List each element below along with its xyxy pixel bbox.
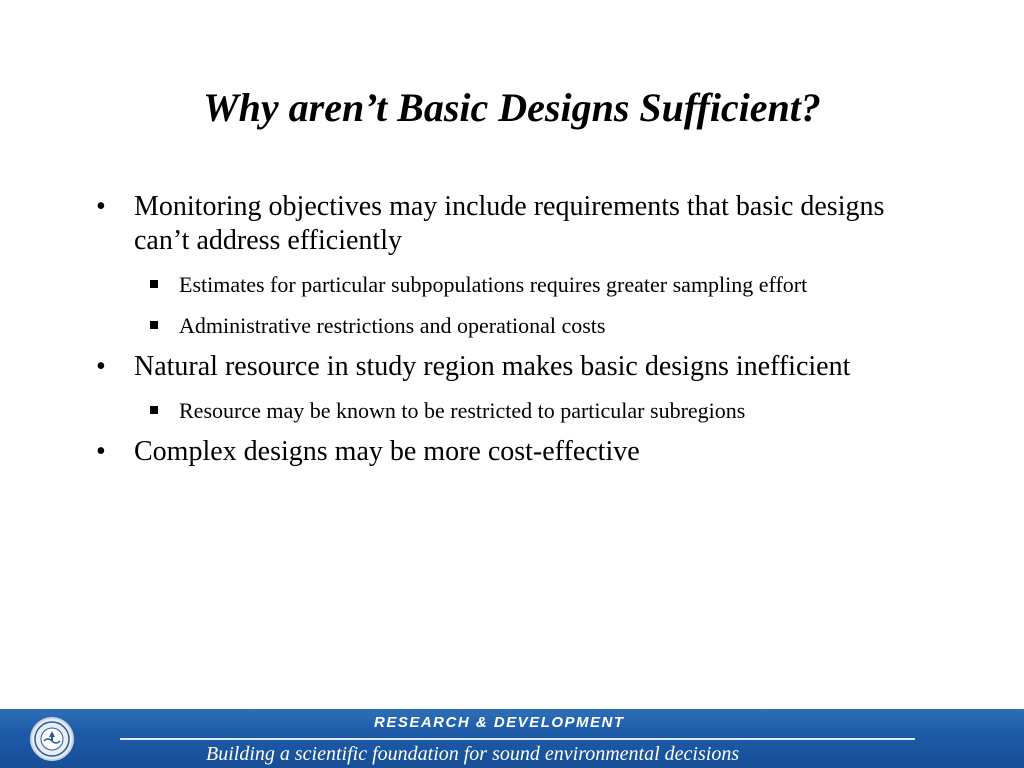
footer-tagline: Building a scientific foundation for sound environmental decisions xyxy=(206,743,740,765)
bullet-item xyxy=(96,190,936,258)
sub-bullet-item xyxy=(134,394,936,427)
bullet-glyph: • xyxy=(96,351,106,382)
sub-bullet-text: Administrative restrictions and operational costs xyxy=(179,313,606,338)
bullet-glyph: • xyxy=(96,191,106,222)
bullet-text: Natural resource in study region makes basic designs inefficient xyxy=(134,351,851,382)
bullet-group-2 xyxy=(96,350,936,427)
bullet-item xyxy=(96,435,936,469)
square-bullet-icon xyxy=(150,321,158,329)
square-bullet-icon xyxy=(150,406,158,414)
footer-divider xyxy=(120,738,915,740)
sub-bullet-item xyxy=(134,309,936,342)
sub-bullet-text: Estimates for particular subpopulations requires greater sampling effort xyxy=(179,272,808,297)
bullet-group-1 xyxy=(96,190,936,342)
slide-title: Why aren’t Basic Designs Sufficient? xyxy=(203,85,821,130)
bullet-text: Monitoring objectives may include requirements that basic designs can’t address efficiently xyxy=(134,191,885,256)
footer-banner xyxy=(0,709,1024,768)
bullet-text: Complex designs may be more cost-effective xyxy=(134,436,640,467)
bullet-group-3 xyxy=(96,435,936,469)
bullet-item xyxy=(96,350,936,384)
slide-body xyxy=(96,190,936,479)
square-bullet-icon xyxy=(150,280,158,288)
footer-heading: RESEARCH & DEVELOPMENT xyxy=(374,714,625,731)
epa-seal-icon xyxy=(30,717,74,761)
sub-bullet-text: Resource may be known to be restricted to particular subregions xyxy=(179,398,746,423)
bullet-glyph: • xyxy=(96,436,106,467)
sub-bullet-item xyxy=(134,268,936,301)
